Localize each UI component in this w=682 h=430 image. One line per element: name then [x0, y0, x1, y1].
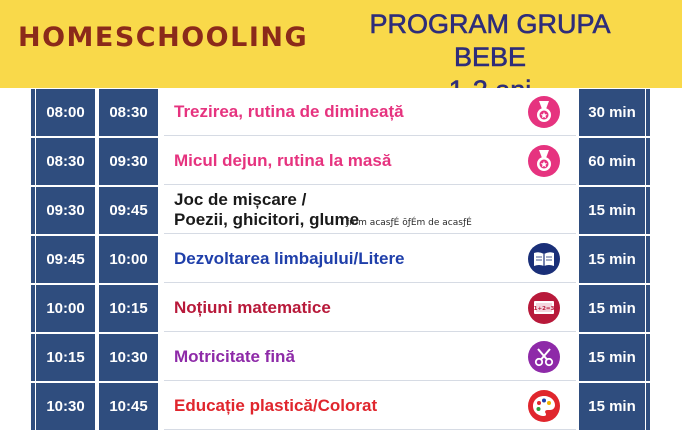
end-time: 10:15: [99, 285, 158, 332]
duration: 15 min: [579, 383, 645, 430]
end-time: 10:45: [99, 383, 158, 430]
chalkboard-icon: [528, 292, 560, 324]
schedule-row: [0, 89, 682, 136]
duration: 15 min: [579, 236, 645, 283]
end-time: 09:45: [99, 187, 158, 234]
row-edge-left: [31, 187, 35, 234]
row-edge-right: [646, 285, 650, 332]
program-title-line1: PROGRAM GRUPA BEBE: [369, 9, 611, 72]
header-banner: [0, 0, 682, 88]
activity-label: Noțiuni matematice: [174, 298, 331, 317]
start-time: 10:30: [36, 383, 95, 430]
row-edge-right: [646, 236, 650, 283]
svg-text:1+2=3: 1+2=3: [533, 306, 555, 312]
open-book-icon: [528, 243, 560, 275]
end-time: 10:00: [99, 236, 158, 283]
medal-icon: [528, 145, 560, 177]
start-time: 08:30: [36, 138, 95, 185]
schedule-row: [0, 334, 682, 381]
activity-cell: [164, 334, 576, 381]
activity-cell: [164, 89, 576, 136]
duration: 15 min: [579, 187, 645, 234]
schedule-row: [0, 187, 682, 234]
overlapping-text-artifact: ƒrom acasƒÉ ōƒÉm de acasƒÉ: [346, 218, 472, 228]
activity-label: Educație plastică/Colorat: [174, 396, 378, 415]
row-edge-left: [31, 89, 35, 136]
end-time: 10:30: [99, 334, 158, 381]
palette-icon: [528, 390, 560, 422]
row-edge-left: [31, 138, 35, 185]
row-edge-right: [646, 187, 650, 234]
start-time: 10:00: [36, 285, 95, 332]
duration: 60 min: [579, 138, 645, 185]
activity-label-line2: Poezii, ghicitori, glume: [174, 210, 360, 229]
start-time: 09:45: [36, 236, 95, 283]
end-time: 09:30: [99, 138, 158, 185]
medal-icon: [528, 96, 560, 128]
scissors-icon: [528, 341, 560, 373]
schedule-row: [0, 138, 682, 185]
activity-label: Micul dejun, rutina la masă: [174, 151, 392, 170]
start-time: 09:30: [36, 187, 95, 234]
start-time: 10:15: [36, 334, 95, 381]
row-edge-right: [646, 138, 650, 185]
schedule-row: [0, 285, 682, 332]
row-edge-left: [31, 236, 35, 283]
start-time: 08:00: [36, 89, 95, 136]
row-edge-right: [646, 334, 650, 381]
activity-label: Trezirea, rutina de dimineață: [174, 102, 404, 121]
activity-label: Dezvoltarea limbajului/Litere: [174, 249, 405, 268]
duration: 15 min: [579, 334, 645, 381]
row-edge-right: [646, 89, 650, 136]
homeschooling-title: HOMESCHOOLING: [18, 22, 309, 53]
row-edge-left: [31, 334, 35, 381]
schedule-row: [0, 236, 682, 283]
schedule-row: [0, 383, 682, 430]
activity-cell: [164, 138, 576, 185]
activity-cell: [164, 236, 576, 283]
duration: 15 min: [579, 285, 645, 332]
row-edge-right: [646, 383, 650, 430]
activity-cell: [164, 285, 576, 332]
end-time: 08:30: [99, 89, 158, 136]
row-edge-left: [31, 383, 35, 430]
activity-cell: [164, 383, 576, 430]
duration: 30 min: [579, 89, 645, 136]
row-edge-left: [31, 285, 35, 332]
schedule-table: [0, 88, 682, 430]
activity-label-line1: Joc de mișcare /: [174, 190, 307, 209]
activity-label: Motricitate fină: [174, 347, 295, 366]
